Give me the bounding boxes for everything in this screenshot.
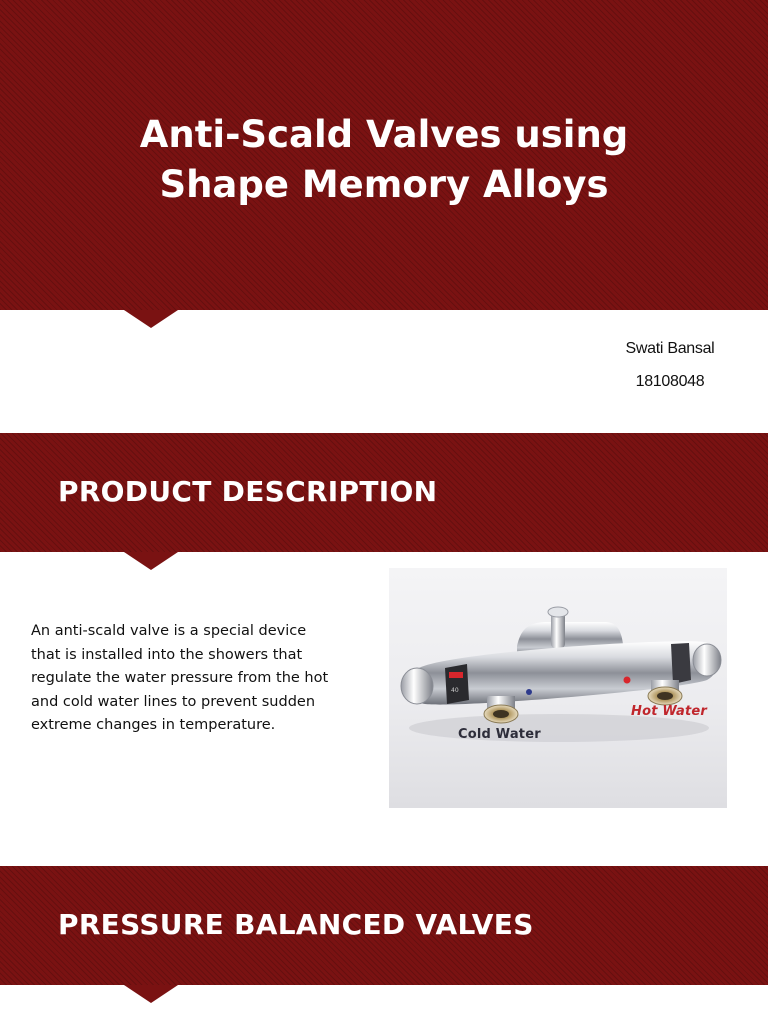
slide-title bbox=[0, 110, 768, 210]
shower-valve-image bbox=[389, 568, 727, 808]
slide-title-line-2: Shape Memory Alloys bbox=[159, 163, 609, 206]
section-heading-pressure-balanced-valves: PRESSURE BALANCED VALVES bbox=[58, 908, 534, 941]
section-banner-pointer bbox=[124, 985, 178, 1003]
svg-text:40: 40 bbox=[451, 687, 459, 694]
slide-title-line-1: Anti-Scald Valves using bbox=[139, 113, 629, 156]
section-banner-pressure-balanced bbox=[0, 866, 768, 985]
section-banner-product-description bbox=[0, 433, 768, 552]
section-heading-product-description: PRODUCT DESCRIPTION bbox=[58, 475, 438, 508]
cold-water-label: Cold Water bbox=[458, 727, 541, 742]
section-banner-pointer bbox=[124, 552, 178, 570]
author-id: 18108048 bbox=[635, 373, 705, 390]
product-description-text: An anti-scald valve is a special device that is installed into the showers that regulate the water pressure from the hot and cold water lines to prevent sudden extreme changes in temperature. bbox=[31, 623, 329, 733]
banner-pointer bbox=[124, 310, 178, 328]
title-banner bbox=[0, 0, 768, 310]
shower-valve-icon bbox=[389, 568, 727, 808]
hot-water-label: Hot Water bbox=[631, 704, 708, 719]
author-name: Swati Bansal bbox=[625, 340, 715, 357]
